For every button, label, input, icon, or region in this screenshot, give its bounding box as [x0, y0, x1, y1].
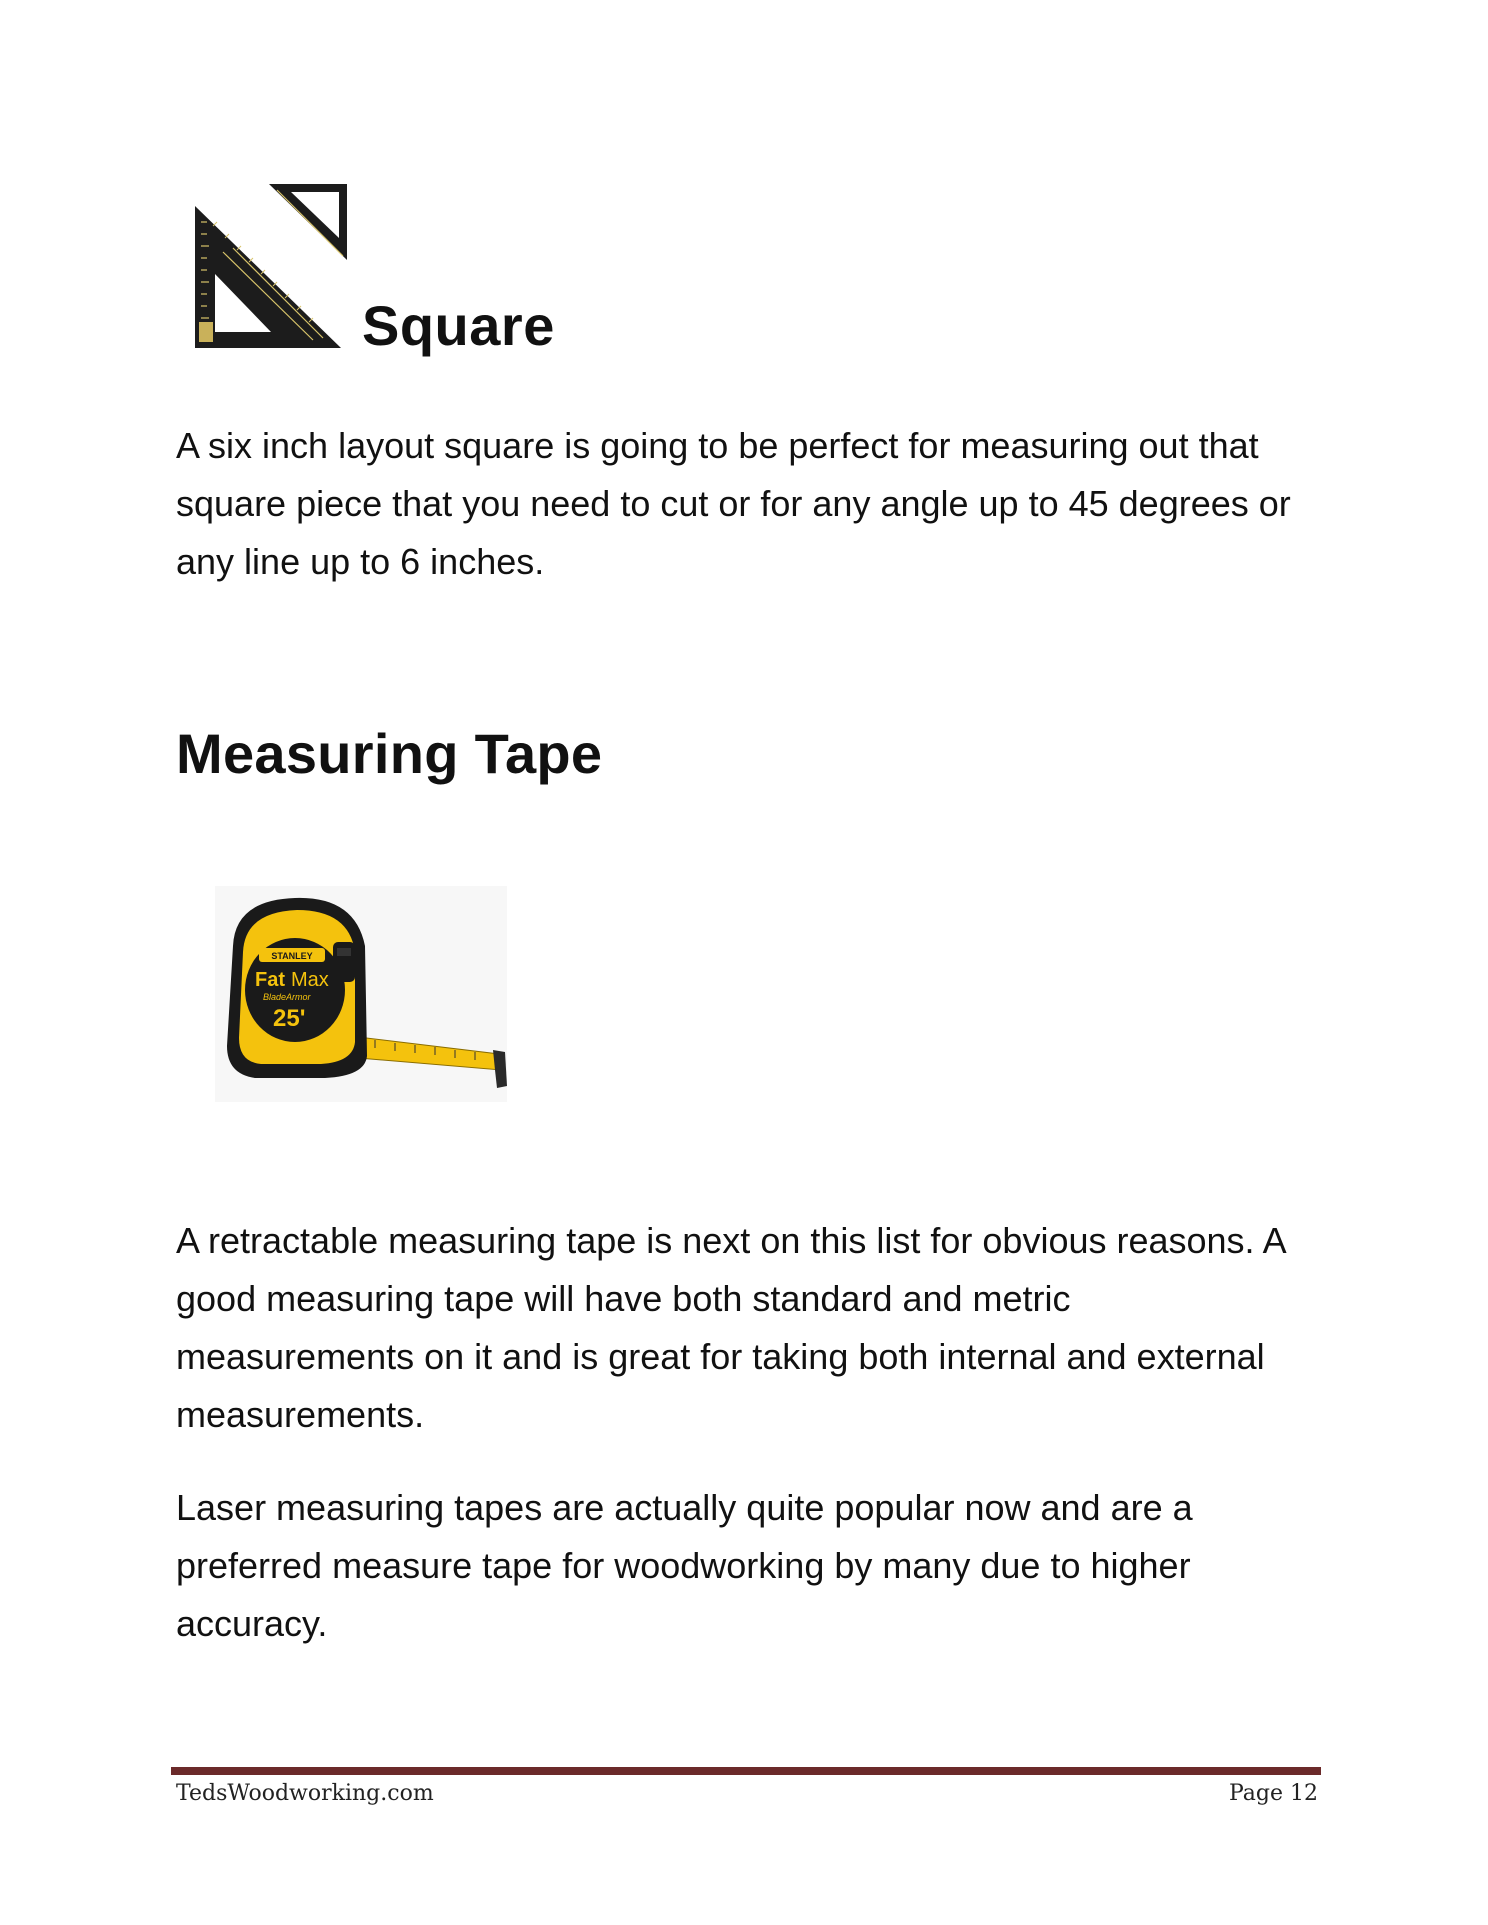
square-heading: Square: [362, 294, 555, 357]
tape-sub-text: BladeArmor: [263, 992, 311, 1002]
footer-site-name: TedsWoodworking.com: [176, 1781, 434, 1806]
tape-paragraph-2: Laser measuring tapes are actually quite popular now and are a preferred measure tape for woodworking by many due to higher accuracy.: [176, 1487, 1193, 1644]
tape-brand-text: STANLEY: [271, 951, 313, 961]
measuring-tape-heading: Measuring Tape: [176, 722, 603, 785]
footer-page-number: Page 12: [1228, 1781, 1318, 1806]
speed-square-icon: [193, 182, 349, 350]
tape-size-text: 25': [273, 1005, 306, 1032]
measuring-tape-icon: [215, 886, 507, 1102]
tape-paragraph-1: A retractable measuring tape is next on this list for obvious reasons. A good measuring tape will have both standard and metric measurements on it and is great for taking both internal and external measurements.: [176, 1220, 1285, 1435]
tape-model-bold-text: Fat: [255, 969, 285, 991]
tape-model-light-text: Max: [291, 969, 329, 991]
footer-divider: [171, 1767, 1321, 1775]
square-paragraph: A six inch layout square is going to be perfect for measuring out that square piece that you need to cut or for any angle up to 45 degrees or any line up to 6 inches.: [176, 425, 1291, 582]
